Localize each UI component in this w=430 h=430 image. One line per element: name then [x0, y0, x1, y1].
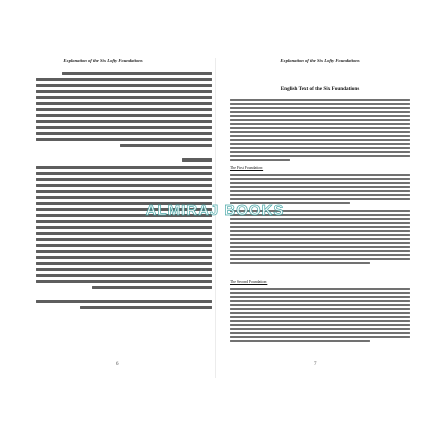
english-section-heading: English Text of the Six Foundations — [280, 86, 360, 92]
first-foundation-subhead: The First Foundation: — [230, 166, 264, 170]
left-page-number: 6 — [116, 362, 119, 367]
second-foundation-subhead: The Second Foundation: — [230, 280, 268, 284]
right-page-number: 7 — [314, 362, 317, 367]
watermark-text: ALMIRAJ BOOKS — [145, 202, 285, 219]
left-running-head: Explanation of the Six Lofty Foundations — [63, 58, 143, 63]
right-running-head: Explanation of the Six Lofty Foundations — [280, 58, 360, 63]
arabic-section-heading — [182, 158, 212, 162]
